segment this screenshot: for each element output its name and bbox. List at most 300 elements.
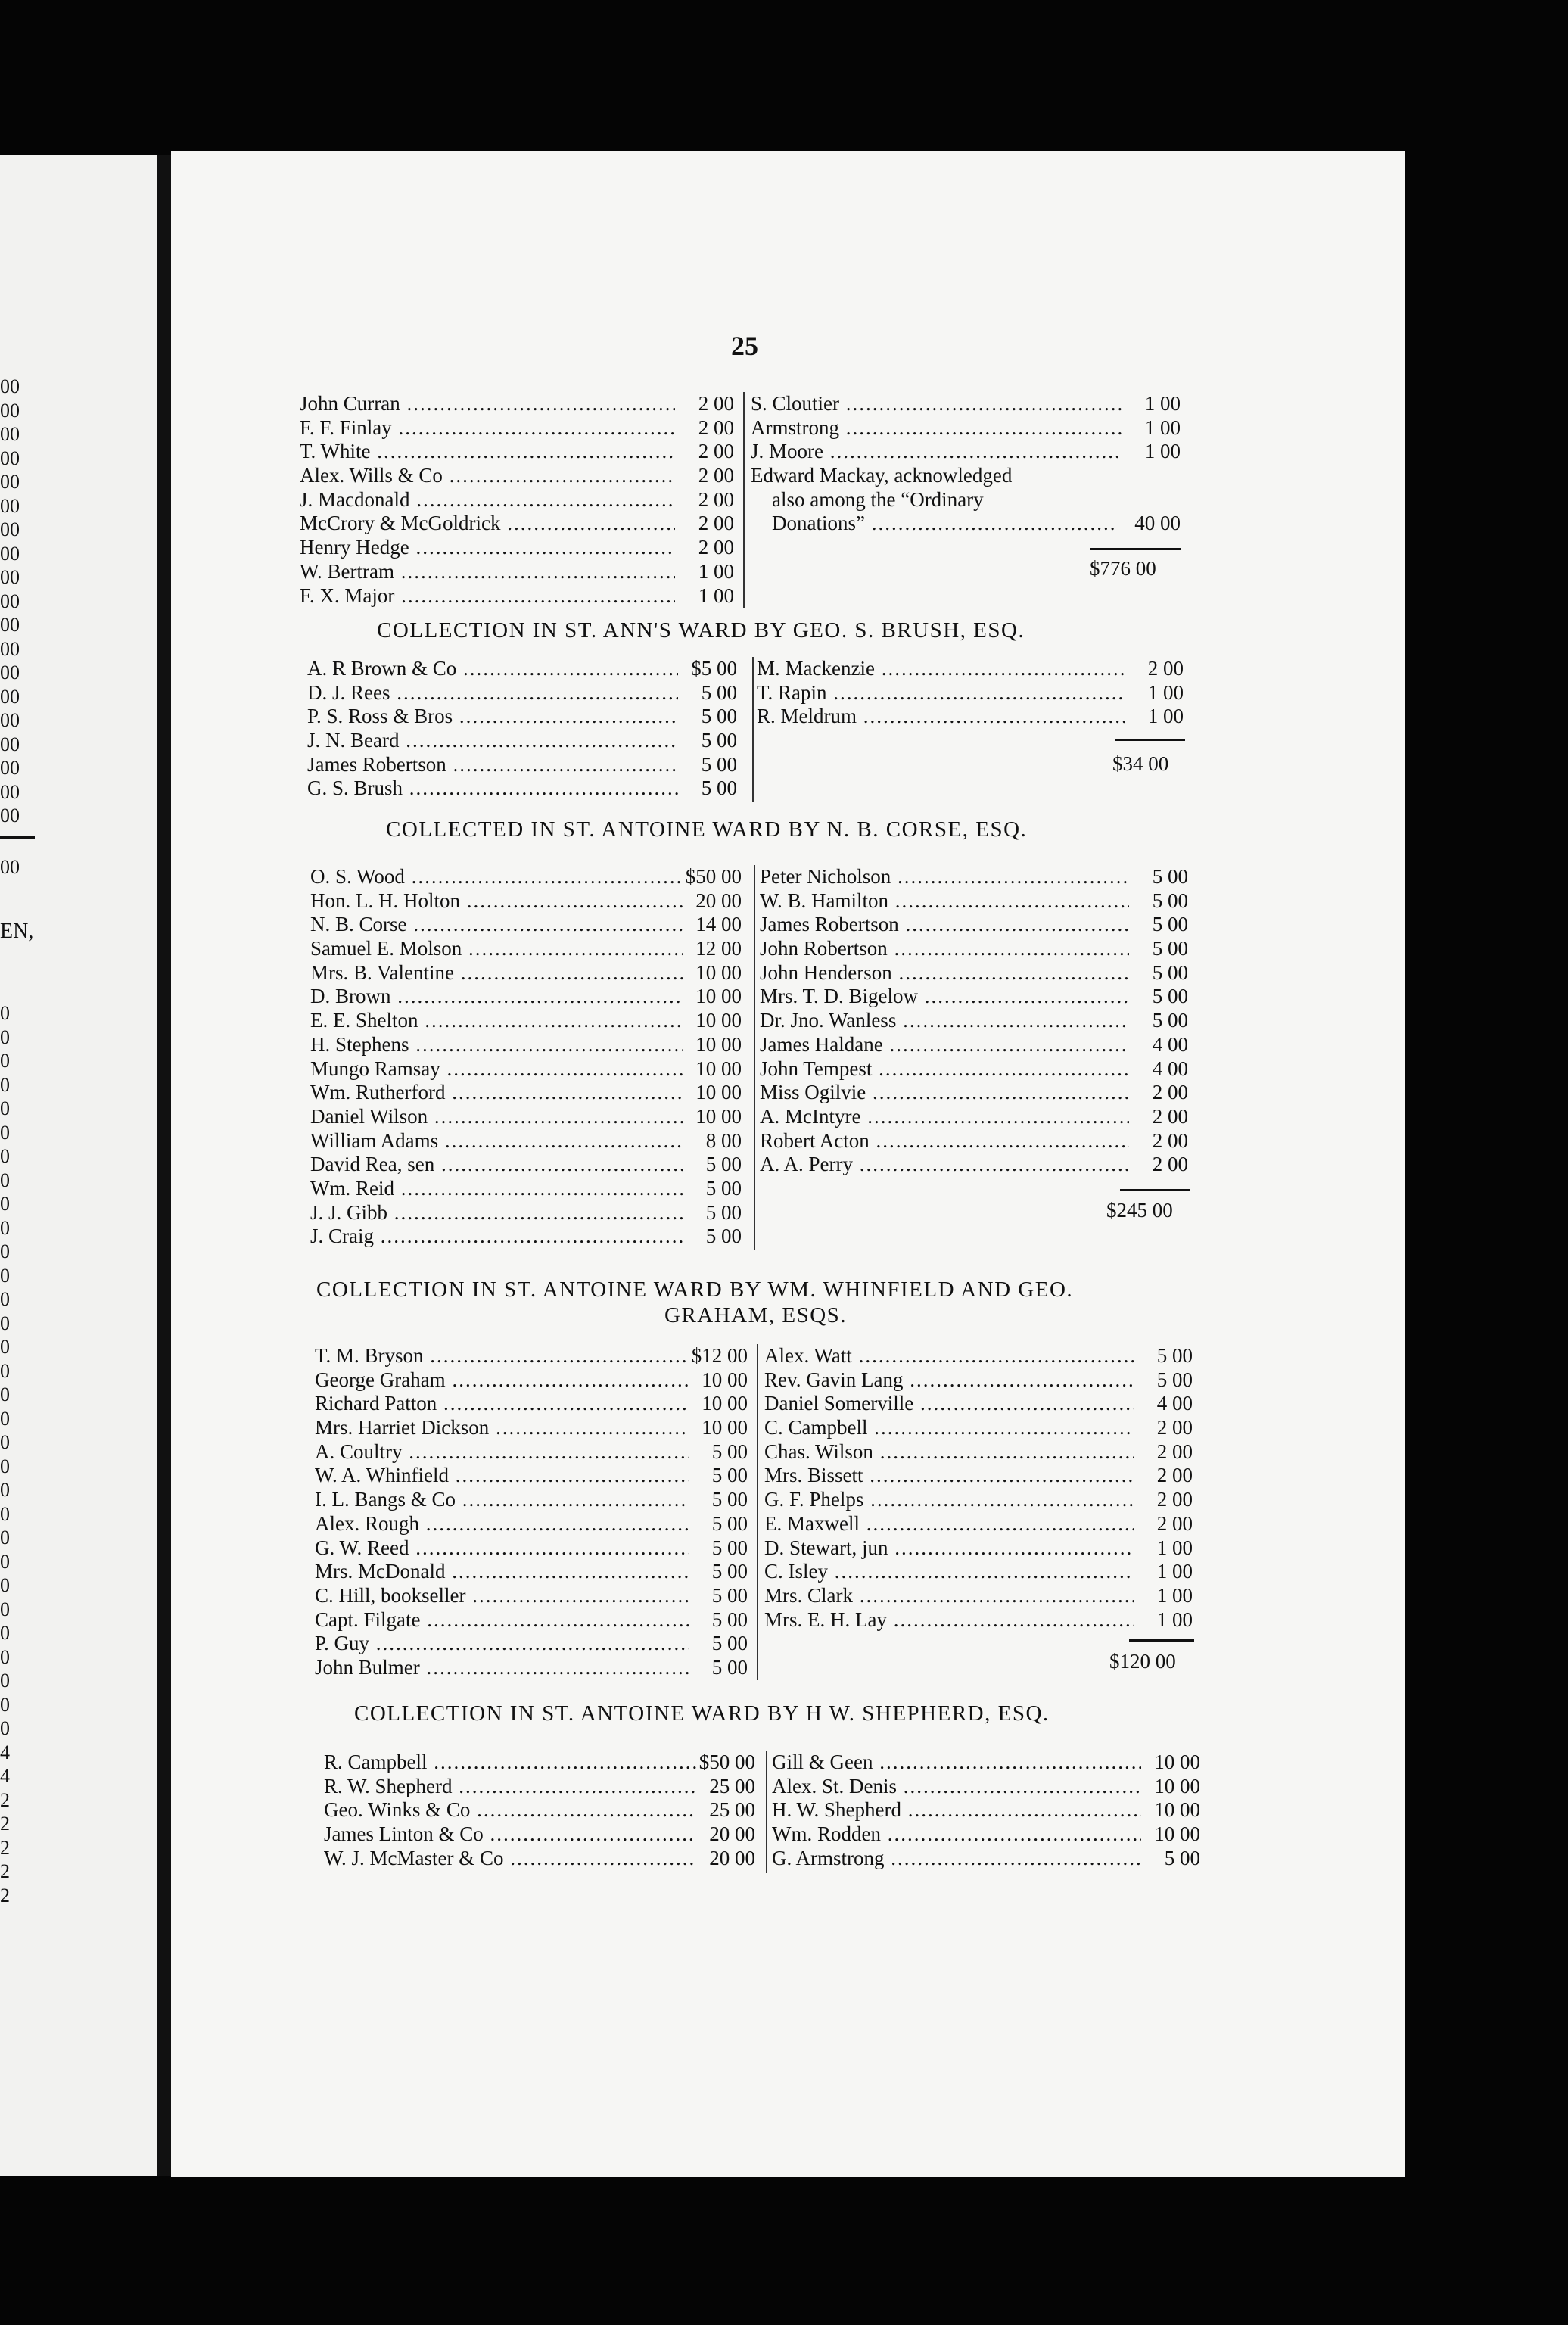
contributor-name: T. White ..... [300, 440, 675, 464]
ledger-row [315, 1440, 752, 1464]
contribution-amount: 14 00 [695, 913, 742, 936]
contribution-amount: 5 00 [705, 1176, 742, 1200]
previous-page-number: 00 [0, 399, 20, 422]
contributor-name: Mrs. McDonald ..... [315, 1560, 689, 1584]
column-separator [743, 392, 745, 608]
contribution-amount: 10 00 [695, 960, 742, 984]
contribution-amount: 1 00 [1144, 440, 1181, 463]
previous-page-number: 0 [0, 1455, 10, 1477]
contribution-amount: 4 00 [1156, 1392, 1193, 1415]
contributor-name: R. W. Shepherd ..... [324, 1775, 696, 1799]
previous-page-number: 00 [0, 733, 20, 755]
ledger-row [757, 681, 1188, 705]
note-amount-row [772, 512, 1185, 536]
contribution-amount: 1 00 [1147, 705, 1184, 728]
contributor-name: John Curran ..... [300, 392, 675, 416]
ledger-row [772, 1847, 1205, 1871]
ledger-row [764, 1392, 1197, 1416]
previous-page-number: 0 [0, 1359, 10, 1382]
contributor-name: J. N. Beard ..... [307, 729, 678, 753]
ledger-row [764, 1512, 1197, 1536]
contributor-name: Mrs. Harriet Dickson ..... [315, 1416, 689, 1440]
previous-page-numbers-upper [0, 375, 45, 828]
previous-page-number: 4 [0, 1741, 10, 1763]
contribution-amount: 5 00 [1152, 985, 1188, 1008]
previous-page-number: 0 [0, 1169, 10, 1191]
contributor-name: R. Campbell ..... [324, 1751, 696, 1775]
contribution-amount: 1 00 [1144, 416, 1181, 439]
contribution-amount: 5 00 [1152, 889, 1188, 912]
section-0-left-column [300, 392, 739, 608]
section-0-right-column [751, 392, 1185, 464]
ledger-row [751, 440, 1185, 464]
contributor-name: James Linton & Co ..... [324, 1822, 696, 1847]
ledger-row [764, 1464, 1197, 1488]
ledger-row [764, 1344, 1197, 1368]
previous-page-number: 2 [0, 1788, 10, 1811]
previous-page-number: 00 [0, 856, 20, 878]
section-3-heading-line-2: GRAHAM, ESQS. [664, 1303, 848, 1327]
contributor-name: E. E. Shelton ..... [310, 1009, 683, 1033]
contributor-name: James Robertson ..... [307, 753, 678, 777]
contribution-amount: 5 00 [711, 1655, 748, 1679]
ledger-row [324, 1751, 760, 1775]
ledger-row [310, 1009, 746, 1033]
ledger-row [757, 705, 1188, 729]
contribution-amount: 5 00 [711, 1488, 748, 1511]
ledger-row [310, 1105, 746, 1129]
ledger-row [315, 1344, 752, 1368]
contributor-name: W. B. Hamilton ..... [760, 889, 1129, 914]
section-2-left-column [310, 865, 746, 1249]
ledger-row [310, 1033, 746, 1057]
contribution-amount: 2 00 [698, 416, 734, 439]
contributor-name: G. F. Phelps ..... [764, 1488, 1134, 1512]
contributor-name: A. R Brown & Co ..... [307, 657, 678, 681]
contributor-name: W. J. McMaster & Co ..... [324, 1847, 696, 1871]
contributor-name: P. Guy ..... [315, 1632, 689, 1656]
ledger-row [310, 1225, 746, 1249]
contributor-name: Mrs. Clark ..... [764, 1584, 1134, 1608]
previous-page-number: 00 [0, 590, 20, 612]
contribution-amount: 10 00 [695, 985, 742, 1008]
previous-page-number: 0 [0, 1193, 10, 1215]
section-0-note-amount-row [772, 512, 1185, 536]
ledger-row [310, 961, 746, 985]
ledger-row [760, 937, 1193, 961]
section-1-right-column [757, 657, 1188, 729]
previous-page-number: 0 [0, 1336, 10, 1358]
contribution-amount: 2 00 [1152, 1104, 1188, 1128]
contribution-amount: 1 00 [1144, 392, 1181, 415]
ledger-row [764, 1440, 1197, 1464]
ledger-row [324, 1798, 760, 1822]
ledger-row [310, 1177, 746, 1201]
contribution-amount: 5 00 [711, 1583, 748, 1607]
contributor-name: D. Stewart, jun ..... [764, 1536, 1134, 1561]
contribution-amount: 10 00 [702, 1416, 748, 1440]
contributor-name: Alex. Wills & Co ..... [300, 464, 675, 488]
previous-page-number: 00 [0, 757, 20, 779]
column-separator [752, 657, 754, 802]
contribution-amount: 4 00 [1152, 1057, 1188, 1080]
column-separator [754, 865, 755, 1250]
ledger-row [310, 1201, 746, 1225]
contributor-name: C. Isley ..... [764, 1560, 1134, 1584]
contribution-amount: 5 00 [711, 1511, 748, 1535]
ledger-row [764, 1488, 1197, 1512]
contribution-amount: 2 00 [698, 440, 734, 463]
contribution-amount: 2 00 [1156, 1464, 1193, 1487]
contribution-amount: 5 00 [705, 1153, 742, 1176]
ledger-row [760, 985, 1193, 1009]
ledger-row [315, 1488, 752, 1512]
contributor-name: D. J. Rees ..... [307, 681, 678, 705]
contributor-name: E. Maxwell ..... [764, 1512, 1134, 1536]
previous-page-number: 00 [0, 614, 20, 636]
contributor-name: A. McIntyre ..... [760, 1105, 1129, 1129]
ledger-row [315, 1560, 752, 1584]
ledger-row [310, 1057, 746, 1082]
note-line [751, 488, 1099, 512]
previous-page-number: 0 [0, 1717, 10, 1739]
previous-page-number: 0 [0, 1431, 10, 1453]
contribution-amount: 10 00 [695, 1081, 742, 1104]
contributor-name: J. Moore ..... [751, 440, 1122, 464]
ledger-row [764, 1584, 1197, 1608]
contribution-amount: 2 00 [1156, 1440, 1193, 1463]
contribution-amount: 2 00 [698, 512, 734, 535]
ledger-row [315, 1464, 752, 1488]
contributor-name: Alex. St. Denis ..... [772, 1775, 1141, 1799]
section-0-note [751, 464, 1099, 512]
previous-page-fragment [0, 155, 157, 2176]
section-3-heading: COLLECTION IN ST. ANTOINE WARD BY WM. WHINFIELD AND GEO. [316, 1278, 1074, 1302]
contribution-amount: 20 00 [709, 1846, 755, 1869]
contributor-name: McCrory & McGoldrick ..... [300, 512, 675, 536]
contributor-name: Henry Hedge ..... [300, 536, 675, 560]
contribution-amount: 2 00 [1156, 1416, 1193, 1440]
contributor-name: Mrs. B. Valentine ..... [310, 961, 683, 985]
contribution-amount: 10 00 [695, 1057, 742, 1080]
contributor-name: I. L. Bangs & Co ..... [315, 1488, 689, 1512]
ledger-row [307, 657, 742, 681]
contributor-name: Mrs. T. D. Bigelow ..... [760, 985, 1129, 1009]
previous-page-number: 00 [0, 542, 20, 565]
previous-page-number: 00 [0, 685, 20, 708]
section-2-total: $245 00 [1106, 1199, 1173, 1222]
contributor-name: Miss Ogilvie ..... [760, 1081, 1129, 1105]
contribution-amount: 5 00 [1164, 1846, 1200, 1869]
ledger-row [300, 584, 739, 608]
contributor-name: Mungo Ramsay ..... [310, 1057, 683, 1082]
ledger-row [310, 937, 746, 961]
previous-page-number: 0 [0, 1622, 10, 1644]
previous-page-number: 0 [0, 1050, 10, 1072]
contribution-amount: 10 00 [1154, 1822, 1200, 1846]
ledger-row [760, 1057, 1193, 1082]
previous-page-number: 0 [0, 1383, 10, 1405]
contribution-amount: 2 00 [698, 487, 734, 511]
ledger-row [757, 657, 1188, 681]
contributor-name: H. W. Shepherd ..... [772, 1798, 1141, 1822]
contributor-name: Alex. Rough ..... [315, 1512, 689, 1536]
previous-page-number: 2 [0, 1813, 10, 1835]
contribution-amount: 5 00 [711, 1440, 748, 1463]
previous-page-number: 0 [0, 1527, 10, 1548]
contribution-amount: 2 00 [1147, 657, 1184, 680]
contribution-amount: 2 00 [698, 536, 734, 559]
contribution-amount: 12 00 [695, 937, 742, 960]
section-0-total: $776 00 [1090, 557, 1156, 580]
ledger-row [324, 1822, 760, 1847]
ledger-row [315, 1512, 752, 1536]
ledger-row [764, 1416, 1197, 1440]
note-amount: 40 00 [1134, 512, 1181, 534]
contribution-amount: 2 00 [1152, 1081, 1188, 1104]
contributor-name: H. Stephens ..... [310, 1033, 683, 1057]
contributor-name: James Robertson ..... [760, 913, 1129, 937]
contribution-amount: 1 00 [1147, 680, 1184, 704]
contribution-amount: $50 00 [698, 1751, 755, 1773]
contributor-name: Geo. Winks & Co ..... [324, 1798, 696, 1822]
contribution-amount: $50 00 [685, 865, 742, 888]
contribution-amount: 5 00 [1152, 913, 1188, 936]
ledger-row [751, 416, 1185, 440]
contribution-amount: $12 00 [691, 1344, 748, 1367]
previous-page-number: 0 [0, 1670, 10, 1692]
contribution-amount: 20 00 [709, 1822, 755, 1846]
contributor-name: Dr. Jno. Wanless ..... [760, 1009, 1129, 1033]
previous-page-total [0, 855, 45, 879]
contributor-name: A. A. Perry ..... [760, 1153, 1129, 1177]
ledger-row [315, 1368, 752, 1393]
section-3-total: $120 00 [1109, 1650, 1176, 1673]
contributor-name: W. A. Whinfield ..... [315, 1464, 689, 1488]
contribution-amount: 5 00 [711, 1608, 748, 1631]
previous-page-numbers-lower [0, 1001, 45, 1907]
ledger-row [751, 392, 1185, 416]
previous-page-number: 0 [0, 1145, 10, 1167]
contribution-amount: 5 00 [1152, 937, 1188, 960]
ledger-row [315, 1656, 752, 1680]
section-1-total: $34 00 [1112, 752, 1169, 775]
previous-page-number: 00 [0, 471, 20, 493]
previous-page-number: 0 [0, 1479, 10, 1501]
ledger-row [307, 777, 742, 801]
contributor-name: Alex. Watt ..... [764, 1344, 1134, 1368]
contributor-name: W. Bertram ..... [300, 560, 675, 584]
contributor-name: T. M. Bryson ..... [315, 1344, 689, 1368]
ledger-row [764, 1608, 1197, 1632]
ledger-row [324, 1847, 760, 1871]
ledger-row [760, 1153, 1193, 1177]
contributor-name: A. Coultry ..... [315, 1440, 689, 1464]
contributor-name: John Tempest ..... [760, 1057, 1129, 1082]
ledger-row [310, 985, 746, 1009]
contributor-name: Wm. Rutherford ..... [310, 1081, 683, 1105]
ledger-row [310, 865, 746, 889]
ledger-row [760, 913, 1193, 937]
contribution-amount: 1 00 [698, 559, 734, 583]
previous-page-number: 00 [0, 423, 20, 445]
contributor-name: Mrs. E. H. Lay ..... [764, 1608, 1134, 1632]
contributor-name: F. F. Finlay ..... [300, 416, 675, 440]
contributor-name: Rev. Gavin Lang ..... [764, 1368, 1134, 1393]
contributor-name: Gill & Geen ..... [772, 1751, 1141, 1775]
contribution-amount: 8 00 [705, 1128, 742, 1152]
contributor-name: James Haldane ..... [760, 1033, 1129, 1057]
previous-page-total-rule [0, 836, 35, 839]
section-4-right-column [772, 1751, 1205, 1870]
ledger-row [307, 729, 742, 753]
ledger-row [300, 536, 739, 560]
previous-page-number: 0 [0, 1574, 10, 1596]
section-4-left-column [324, 1751, 760, 1870]
section-2-total-rule [1120, 1189, 1190, 1191]
previous-page-number: 0 [0, 1502, 10, 1525]
contribution-amount: 5 00 [701, 777, 737, 800]
ledger-row [310, 1129, 746, 1153]
previous-page-number: 00 [0, 566, 20, 588]
contributor-name: O. S. Wood ..... [310, 865, 683, 889]
previous-page-number: 00 [0, 518, 20, 540]
previous-page-number: 00 [0, 805, 20, 826]
section-1-total-rule [1115, 739, 1185, 741]
ledger-row [300, 440, 739, 464]
note-text: Edward Mackay, acknowledged [751, 464, 1013, 487]
contributor-name: Richard Patton ..... [315, 1392, 689, 1416]
contribution-amount: 2 00 [698, 464, 734, 487]
contribution-amount: 2 00 [1152, 1153, 1188, 1176]
contribution-amount: 5 00 [711, 1560, 748, 1583]
column-separator [757, 1344, 758, 1680]
ledger-row [300, 488, 739, 512]
contributor-name: T. Rapin ..... [757, 681, 1125, 705]
previous-page-number: 4 [0, 1765, 10, 1787]
contribution-amount: 1 00 [1156, 1608, 1193, 1631]
ledger-row [324, 1775, 760, 1799]
ledger-row [310, 1153, 746, 1177]
section-3-left-column [315, 1344, 752, 1680]
contribution-amount: 5 00 [1156, 1344, 1193, 1367]
contribution-amount: 5 00 [1152, 1009, 1188, 1032]
contribution-amount: 5 00 [1152, 865, 1188, 888]
previous-page-number: 00 [0, 661, 20, 683]
ledger-row [315, 1632, 752, 1656]
contributor-name: G. S. Brush ..... [307, 777, 678, 801]
contributor-name: Wm. Rodden ..... [772, 1822, 1141, 1847]
section-1-left-column [307, 657, 742, 801]
previous-page-number: 00 [0, 780, 20, 803]
contributor-name: George Graham ..... [315, 1368, 689, 1393]
ledger-row [315, 1536, 752, 1561]
ledger-row [310, 1081, 746, 1105]
contributor-name: P. S. Ross & Bros ..... [307, 705, 678, 729]
contributor-name: Daniel Somerville ..... [764, 1392, 1134, 1416]
ledger-row [307, 681, 742, 705]
ledger-row [760, 1081, 1193, 1105]
previous-page-number: 00 [0, 375, 20, 397]
contributor-name: N. B. Corse ..... [310, 913, 683, 937]
ledger-row [315, 1416, 752, 1440]
contributor-name: R. Meldrum ..... [757, 705, 1125, 729]
previous-page-number: 0 [0, 1550, 10, 1573]
ledger-row [760, 961, 1193, 985]
ledger-row [760, 889, 1193, 914]
ledger-row [760, 1105, 1193, 1129]
section-4-heading: COLLECTION IN ST. ANTOINE WARD BY H W. SHEPHERD, ESQ. [354, 1701, 1050, 1726]
section-1-heading: COLLECTION IN ST. ANN'S WARD BY GEO. S. BRUSH, ESQ. [377, 618, 1025, 643]
previous-page-number: 2 [0, 1884, 10, 1906]
contribution-amount: 2 00 [1152, 1128, 1188, 1152]
previous-page-number: 0 [0, 1312, 10, 1334]
previous-page-number: 0 [0, 1645, 10, 1668]
contributor-name: J. Craig ..... [310, 1225, 683, 1249]
previous-page-number: 00 [0, 447, 20, 469]
contributor-name: William Adams ..... [310, 1129, 683, 1153]
contribution-amount: 5 00 [701, 680, 737, 704]
contribution-amount: 5 00 [705, 1200, 742, 1224]
previous-page-number: 0 [0, 1002, 10, 1024]
previous-page-number: 00 [0, 494, 20, 517]
section-0-total-rule [1090, 548, 1181, 550]
contributor-name: D. Brown ..... [310, 985, 683, 1009]
contribution-amount: 1 00 [1156, 1560, 1193, 1583]
contributor-name: Armstrong ..... [751, 416, 1122, 440]
contribution-amount: 10 00 [1154, 1798, 1200, 1822]
contribution-amount: 5 00 [1156, 1368, 1193, 1391]
page-gutter [157, 155, 171, 2176]
contributor-name: Mrs. Bissett ..... [764, 1464, 1134, 1488]
contributor-name: F. X. Major ..... [300, 584, 675, 608]
ledger-row [300, 512, 739, 536]
note-text: also among the “Ordinary [772, 487, 984, 511]
contributor-name: Chas. Wilson ..... [764, 1440, 1134, 1464]
previous-page-number: 00 [0, 637, 20, 660]
ledger-row [764, 1536, 1197, 1561]
previous-page-number: 0 [0, 1097, 10, 1119]
ledger-row [760, 865, 1193, 889]
contributor-name: S. Cloutier ..... [751, 392, 1122, 416]
contributor-name: J. J. Gibb ..... [310, 1201, 683, 1225]
column-separator [766, 1751, 767, 1873]
section-3-right-column [764, 1344, 1197, 1632]
note-line [751, 464, 1099, 488]
previous-page-number: 0 [0, 1288, 10, 1310]
previous-page-number: 0 [0, 1240, 10, 1262]
previous-page-heading-fragment: EN, [0, 920, 34, 943]
contribution-amount: 2 00 [698, 392, 734, 415]
previous-page-number: 0 [0, 1216, 10, 1239]
contribution-amount: 20 00 [695, 889, 742, 912]
ledger-row [310, 913, 746, 937]
contribution-amount: 25 00 [709, 1774, 755, 1797]
contributor-name: Robert Acton ..... [760, 1129, 1129, 1153]
ledger-row [307, 705, 742, 729]
previous-page-number: 0 [0, 1598, 10, 1620]
contribution-amount: 5 00 [701, 752, 737, 776]
page-number: 25 [731, 331, 758, 361]
ledger-row [772, 1775, 1205, 1799]
contribution-amount: 10 00 [1154, 1751, 1200, 1773]
ledger-row [315, 1392, 752, 1416]
ledger-row [300, 392, 739, 416]
contribution-amount: 1 00 [698, 584, 734, 607]
contribution-amount: 5 00 [711, 1464, 748, 1487]
contributor-name: Wm. Reid ..... [310, 1177, 683, 1201]
contribution-amount: 10 00 [695, 1009, 742, 1032]
